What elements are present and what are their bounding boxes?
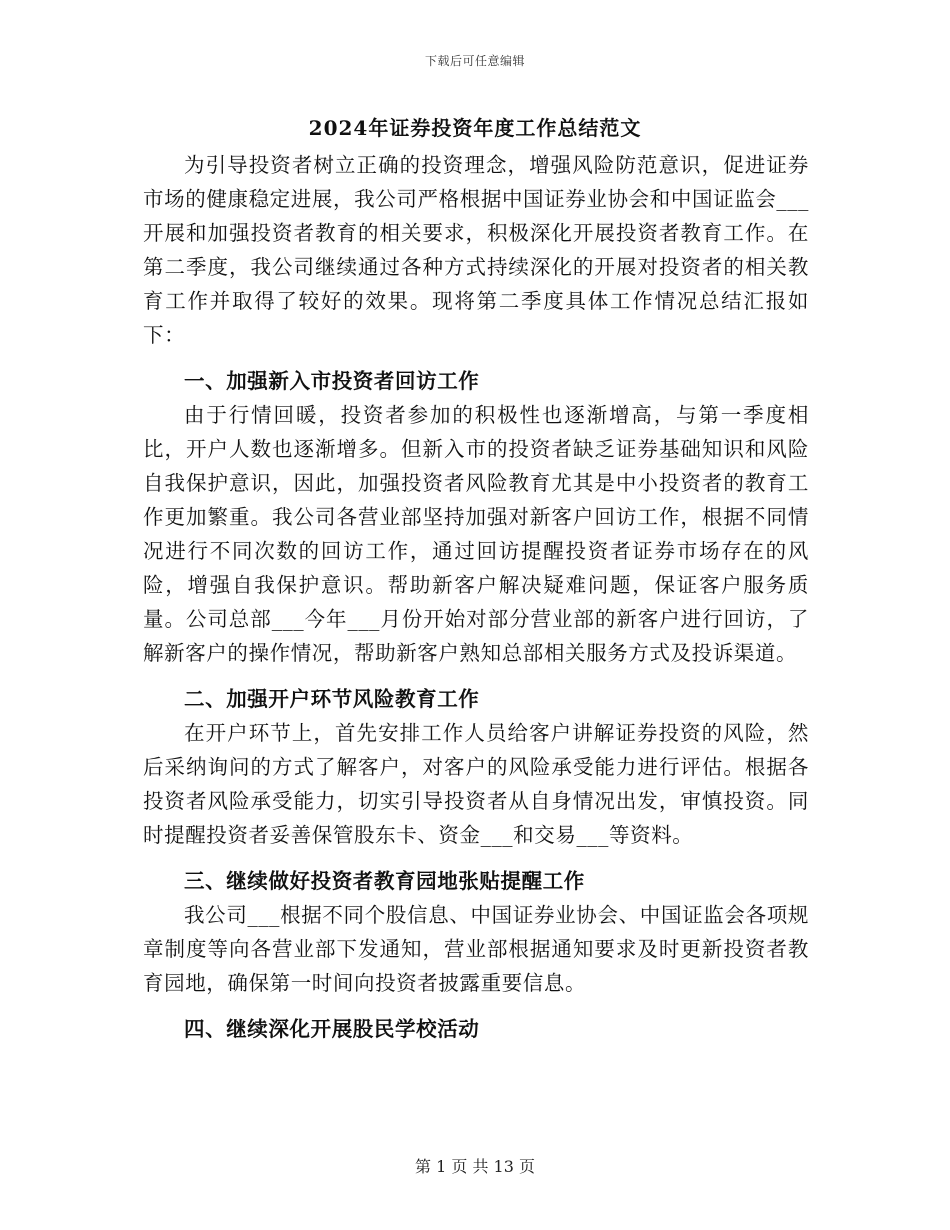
page-number-footer: 第 1 页 共 13 页 xyxy=(415,1157,535,1176)
intro-paragraph: 为引导投资者树立正确的投资理念，增强风险防范意识，促进证券市场的健康稳定进展，我公司严格根据中国证券业协会和中国证监会___开展和加强投资者教育的相关要求，积极深化开展投资者教育工作。在第二季度，我公司继续通过各种方式持续深化的开展对投资者的相关教育工作并取得了较好的效果。现将第二季度具体工作情况总结汇报如下： xyxy=(143,153,809,347)
header-note: 下载后可任意编辑 xyxy=(424,54,525,68)
section-3-heading: 三、继续做好投资者教育园地张贴提醒工作 xyxy=(184,869,585,893)
section-1-paragraph: 由于行情回暖，投资者参加的积极性也逐渐增高，与第一季度相比，开户人数也逐渐增多。但新入市的投资者缺乏证券基础知识和风险自我保护意识，因此，加强投资者风险教育尤其是中小投资者的教育工作更加繁重。我公司各营业部坚持加强对新客户回访工作，根据不同情况进行不同次数的回访工作，通过回访提醒投资者证券市场存在的风险，增强自我保护意识。帮助新客户解决疑难问题，保证客户服务质量。公司总部___今年___月份开始对部分营业部的新客户进行回访，了解新客户的操作情况，帮助新客户熟知总部相关服务方式及投诉渠道。 xyxy=(143,403,809,665)
document-body xyxy=(143,148,809,1046)
section-2-heading: 二、加强开户环节风险教育工作 xyxy=(184,687,480,711)
section-4-heading: 四、继续深化开展股民学校活动 xyxy=(184,1017,480,1041)
document-title: 2024年证券投资年度工作总结范文 xyxy=(308,116,642,140)
section-2-paragraph: 在开户环节上，首先安排工作人员给客户讲解证券投资的风险，然后采纳询问的方式了解客户，对客户的风险承受能力进行评估。根据各投资者风险承受能力，切实引导投资者从自身情况出发，审慎投资。同时提醒投资者妥善保管股东卡、资金___和交易___等资料。 xyxy=(143,721,809,847)
section-3-paragraph: 我公司___根据不同个股信息、中国证券业协会、中国证监会各项规章制度等向各营业部下发通知，营业部根据通知要求及时更新投资者教育园地，确保第一时间向投资者披露重要信息。 xyxy=(143,903,809,995)
section-1-heading: 一、加强新入市投资者回访工作 xyxy=(184,369,480,393)
